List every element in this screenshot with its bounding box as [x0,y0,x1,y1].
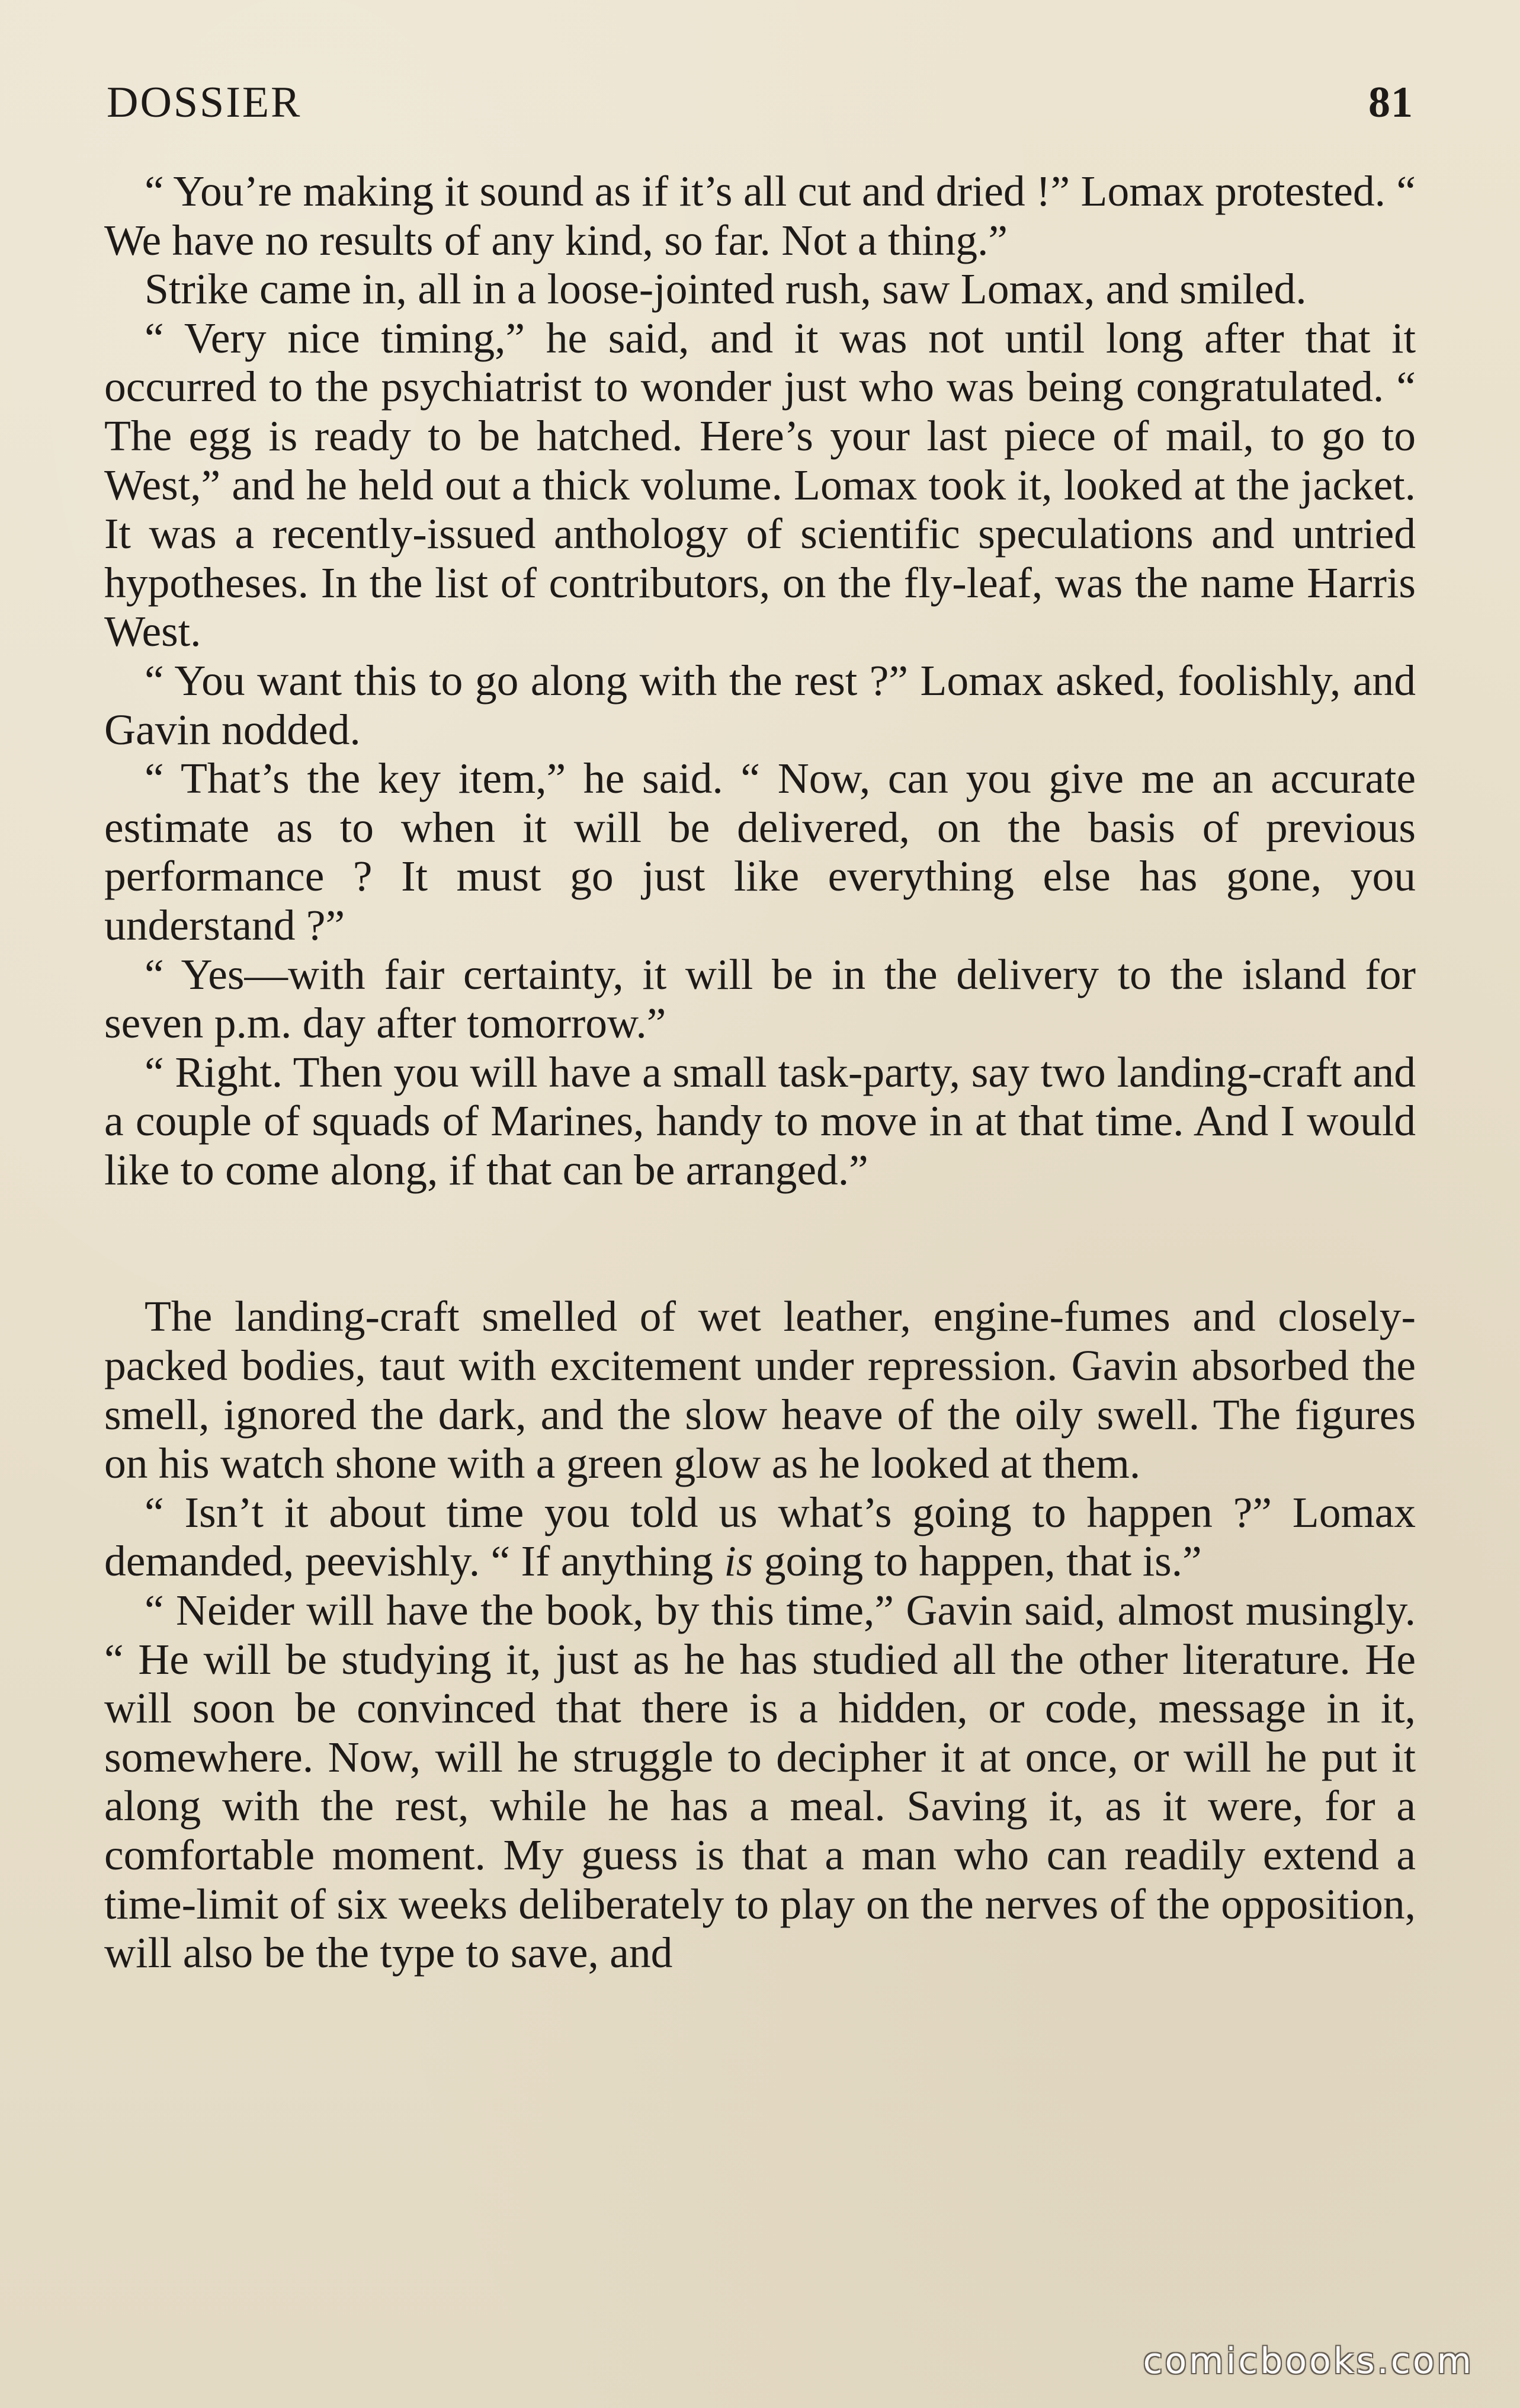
page-number: 81 [1368,78,1413,127]
paragraph-6: “ Yes—with fair certainty, it will be in the delivery to the island for seven p.m. day after tomorrow.” [104,950,1416,1048]
paragraph-8: The landing-craft smelled of wet leather, engine-fumes and closely-packed bodies, taut with excitement under repression. Gavin absorbed the smell, ignored the dark, and the slow heave of the oily swell. The figures on his watch shone with a green glow as he looked at them. [104,1292,1416,1488]
watermark: comicbooks.com [1143,2340,1474,2382]
paragraph-10: “ Neider will have the book, by this time,” Gavin said, almost musingly. “ He will be studying it, just as he has studied all the other literature. He will soon be convinced that there is a hidden, or code, message in it, somewhere. Now, will he struggle to decipher it at once, or will he put it along with the rest, while he has a meal. Saving it, as it were, for a comfortable moment. My guess is that a man who can readily extend a time-limit of six weeks deliberately to play on the nerves of the opposition, will also be the type to save, and [104,1586,1416,1977]
paragraph-7: “ Right. Then you will have a small task-party, say two landing-craft and a couple of squads of Marines, handy to move in at that time. And I would like to come along, if that can be arranged.” [104,1048,1416,1194]
running-head [107,70,1413,135]
paragraph-9-part-3: going to happen, that is.” [753,1537,1202,1586]
paragraph-1: “ You’re making it sound as if it’s all cut and dried !” Lomax protested. “ We have no results of any kind, so far. Not a thing.” [104,167,1416,264]
emphasis-is: is [724,1537,753,1586]
paragraph-9-part-1: “ Isn’t it about time you told us what’s going to happen ?” Lomax demanded, peevishly. [104,1488,1416,1586]
paragraph-9 [104,1488,1416,1586]
paragraph-2: Strike came in, all in a loose-jointed rush, saw Lomax, and smiled. [145,265,1307,313]
paragraph-5: “ That’s the key item,” he said. “ Now, can you give me an accurate estimate as to when it will be delivered, on the basis of previous performance ? It must go just like everything else has gone, you understand ?” [104,754,1416,949]
paragraph-4: “ You want this to go along with the rest ?” Lomax asked, foolishly, and Gavin nodded. [104,656,1416,754]
running-title: DOSSIER [107,78,302,127]
paragraph-9-part-2: “ If anything [490,1537,724,1586]
paragraph-3: “ Very nice timing,” he said, and it was not until long after that it occurred to the psychiatrist to wonder just who was being congratulated. “ The egg is ready to be hatched. Here’s your last piece of mail, to go to West,” and he held out a thick volume. Lomax took it, looked at the jacket. It was a recently-issued anthology of scientific speculations and untried hypotheses. In the list of contributors, on the fly-leaf, was the name Harris West. [104,313,1416,656]
body-text [104,167,1416,1978]
